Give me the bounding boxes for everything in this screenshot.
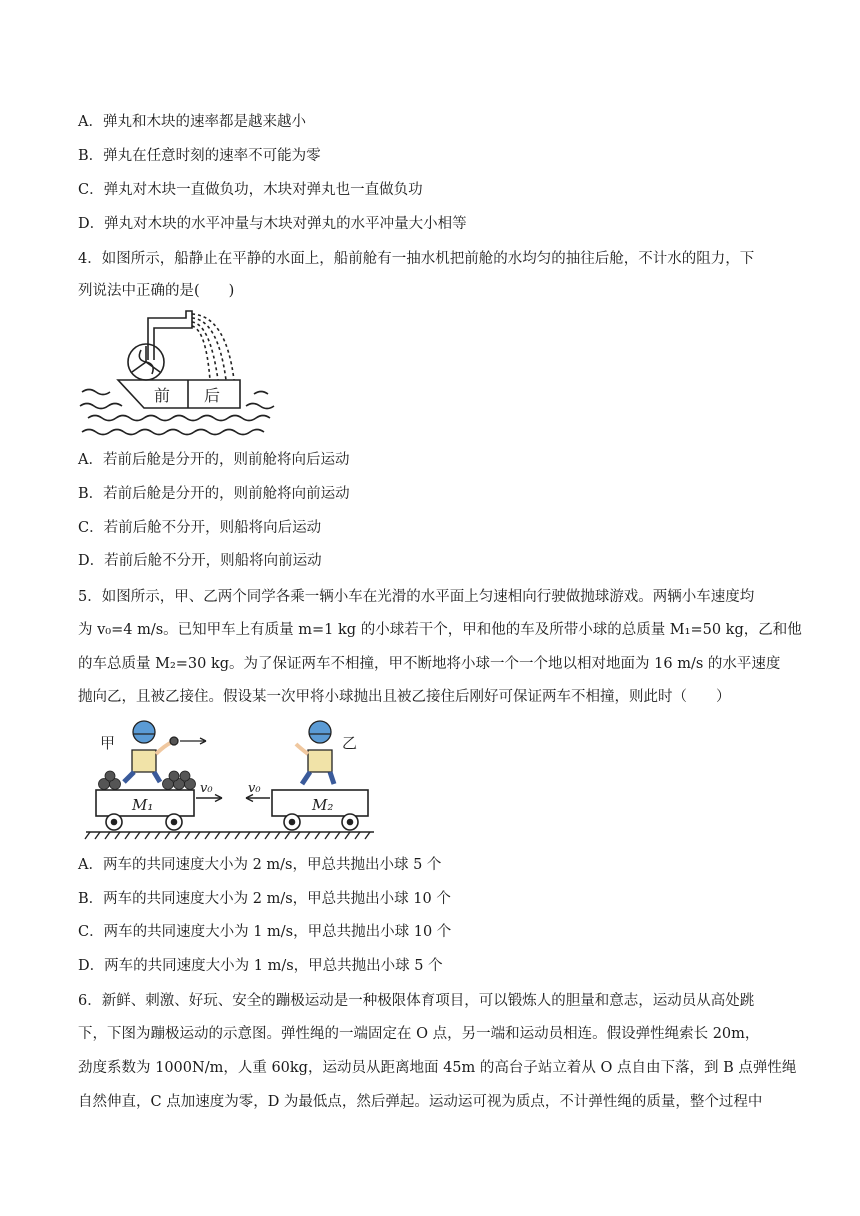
q4-option-b: B．若前后舱是分开的，则前舱将向前运动 (78, 486, 350, 502)
q4-option-c: C．若前后舱不分开，则船将向后运动 (78, 520, 322, 536)
q5-stem-line-4: 抛向乙，且被乙接住。假设某一次甲将小球抛出且被乙接住后刚好可保证两车不相撞，则此时（ ） (78, 689, 731, 705)
person-label-yi: 乙 (342, 734, 358, 752)
q4-boat-figure (78, 310, 284, 440)
front-cabin-label: 前 (154, 386, 171, 405)
person-yi (296, 721, 334, 784)
cart-label-m1: M₁ (132, 796, 154, 814)
boat-hull (118, 380, 240, 408)
q4-stem-line-1: 4．如图所示，船静止在平静的水面上，船前舱有一抽水机把前舱的水均匀的抽往后舱，不计水的阻力，下 (78, 251, 755, 267)
q4-option-d: D．若前后舱不分开，则船将向前运动 (78, 553, 322, 569)
q3-option-b: B．弹丸在任意时刻的速率不可能为零 (78, 148, 321, 164)
person-label-jia: 甲 (100, 734, 116, 752)
q6-stem-line-1: 6．新鲜、刺激、好玩、安全的蹦极运动是一种极限体育项目，可以锻炼人的胆量和意志，运动员从高处跳 (78, 993, 755, 1009)
q6-stem-line-3: 劲度系数为 1000N/m，人重 60kg，运动员从距离地面 45m 的高台子站立着从 O 点自由下落，到 B 点弹性绳 (78, 1060, 797, 1076)
q3-option-a: A．弹丸和木块的速率都是越来越小 (78, 114, 306, 130)
q4-stem-line-2: 列说法中正确的是( ) (78, 283, 235, 299)
pump-pipe (148, 311, 192, 360)
q4-option-a: A．若前后舱是分开的，则前舱将向后运动 (78, 452, 350, 468)
q3-option-d: D．弹丸对木块的水平冲量与木块对弹丸的水平冲量大小相等 (78, 216, 467, 232)
rear-cabin-label: 后 (204, 386, 221, 405)
q5-option-b: B．两车的共同速度大小为 2 m/s，甲总共抛出小球 10 个 (78, 891, 451, 907)
q6-stem-line-4: 自然伸直，C 点加速度为零，D 为最低点，然后弹起。运动运可视为质点，不计弹性绳的质量，整个过程中 (78, 1094, 763, 1110)
velocity-label-left: v₀ (200, 781, 213, 796)
cart-label-m2: M₂ (312, 796, 334, 814)
q5-stem-line-3: 的车总质量 M₂=30 kg。为了保证两车不相撞，甲不断地将小球一个一个地以相对地面为 16 m/s 的水平速度 (78, 656, 781, 672)
q5-carts-figure (84, 714, 380, 840)
q3-option-c: C．弹丸对木块一直做负功，木块对弹丸也一直做负功 (78, 182, 423, 198)
q5-option-c: C．两车的共同速度大小为 1 m/s，甲总共抛出小球 10 个 (78, 924, 452, 940)
q6-stem-line-2: 下，下图为蹦极运动的示意图。弹性绳的一端固定在 O 点，另一端和运动员相连。假设弹性绳索长 20m， (78, 1026, 760, 1042)
q5-stem-line-2: 为 v₀=4 m/s。已知甲车上有质量 m=1 kg 的小球若干个，甲和他的车及所带小球的总质量 M₁=50 kg，乙和他 (78, 622, 802, 638)
q5-option-d: D．两车的共同速度大小为 1 m/s，甲总共抛出小球 5 个 (78, 958, 443, 974)
q5-option-a: A．两车的共同速度大小为 2 m/s，甲总共抛出小球 5 个 (78, 857, 442, 873)
velocity-label-right: v₀ (248, 781, 261, 796)
ball-pile (99, 771, 196, 790)
q5-stem-line-1: 5．如图所示，甲、乙两个同学各乘一辆小车在光滑的水平面上匀速相向行驶做抛球游戏。两辆小车速度均 (78, 589, 755, 605)
